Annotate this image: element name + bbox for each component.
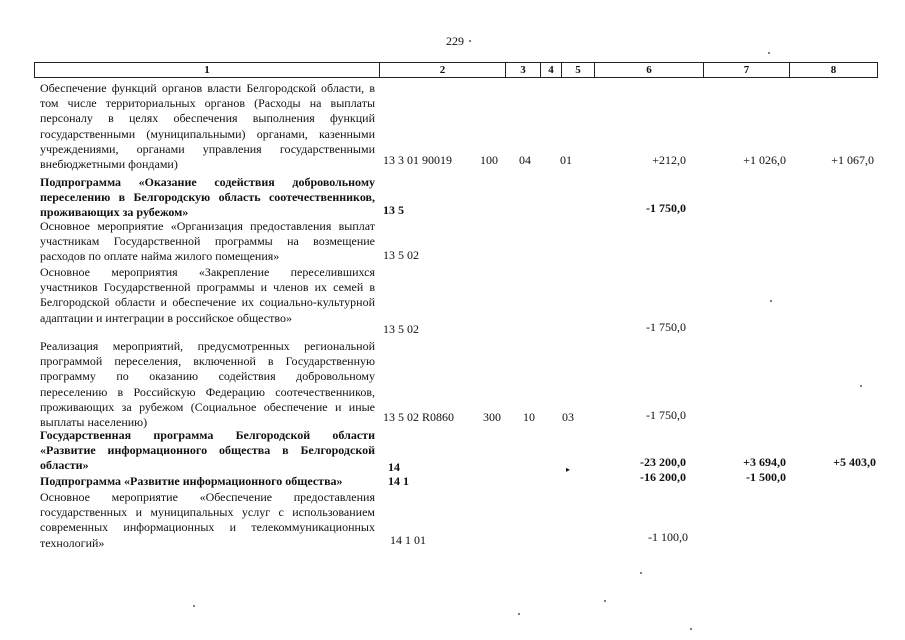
row-description: Основное мероприятия «Закрепление переселившихся участников Государственной программы и членов их семей в Белгородской области и обеспечение их социально-культурной адаптации и интеграции в российское общество» (40, 265, 375, 325)
row-code: 13 5 02 (383, 322, 419, 336)
row-code: 14 1 01 (390, 533, 426, 547)
scan-speck (518, 613, 520, 615)
row-description: Реализация мероприятий, предусмотренных региональной программой переселения, включенной в Государственную программу по оказанию содействия добровольному переселению в Российскую Федерацию соотечественников, проживающих за рубежом (Социальное обеспечение и иные выплаты населению) (40, 339, 375, 430)
row-code: 13 5 (383, 203, 404, 217)
header-col-7: 7 (743, 64, 750, 76)
row-description: Обеспечение функций органов власти Белгородской области, в том числе территориальных органов (Расходы на выплаты персоналу в целях обеспечения выполнения функций государственными (муниципальными) органами, казенными учреждениями, органами управления государственными внебюджетными фондами) (40, 81, 375, 172)
row-col-3: 300 (483, 410, 501, 424)
row-col-3: 100 (480, 153, 498, 167)
row-description: Основное мероприятие «Обеспечение предоставления государственных и муниципальных услуг с использованием современных информационных и телекоммуникационных технологий» (40, 490, 375, 550)
row-col-8: +1 067,0 (831, 153, 874, 167)
header-col-5: 5 (575, 64, 581, 76)
page-number: 229 (446, 34, 464, 48)
row-col-7: -1 500,0 (746, 470, 786, 484)
row-code: 13 5 02 R0860 (383, 410, 455, 424)
row-code: 13 5 02 (383, 248, 419, 262)
row-description: Подпрограмма «Оказание содействия добровольному переселению в Белгородскую область соотечественников, проживающих за рубежом» (40, 175, 375, 220)
scan-speck (770, 300, 772, 302)
header-col-4: 4 (548, 64, 554, 76)
row-col-5: 01 (560, 153, 572, 167)
scan-speck (690, 628, 692, 630)
row-description: Основное мероприятие «Организация предоставления выплат участникам Государственной программы на возмещение расходов по оплате найма жилого помещения» (40, 219, 375, 264)
row-col-6: -1 100,0 (648, 530, 688, 544)
row-description: Подпрограмма «Развитие информационного общества» (40, 474, 343, 488)
header-col-2: 2 (439, 64, 446, 76)
header-col-3: 3 (520, 64, 526, 76)
header-col-8: 8 (830, 64, 837, 76)
scan-speck (640, 572, 642, 574)
row-code: 13 3 01 90019 (383, 153, 452, 167)
row-col-7: +3 694,0 (743, 455, 786, 469)
row-code: 14 1 (388, 474, 409, 488)
row-col-7: +1 026,0 (743, 153, 786, 167)
row-col-4: 04 (519, 153, 531, 167)
row-col-8: +5 403,0 (833, 455, 876, 469)
row-col-6: +212,0 (652, 153, 686, 167)
row-col-6: -1 750,0 (646, 408, 686, 422)
row-col-6: -23 200,0 (640, 455, 686, 469)
header-col-6: 6 (646, 64, 652, 76)
scan-speck (193, 605, 195, 607)
row-code: 14 (388, 460, 400, 474)
scan-speck (860, 385, 862, 387)
row-description: Государственная программа Белгородской области «Развитие информационного общества в Белгородской области» (40, 428, 375, 473)
scan-mark: ▸ (566, 465, 571, 474)
row-col-6: -1 750,0 (646, 320, 686, 334)
row-col-6: -16 200,0 (640, 470, 686, 484)
scan-speck (768, 52, 770, 54)
scan-speck (604, 600, 606, 602)
row-col-4: 10 (523, 410, 535, 424)
table-header (34, 62, 878, 78)
row-col-5: 03 (562, 410, 574, 424)
scan-speck (469, 40, 471, 42)
row-col-6: -1 750,0 (646, 201, 686, 215)
header-col-1: 1 (204, 64, 210, 76)
